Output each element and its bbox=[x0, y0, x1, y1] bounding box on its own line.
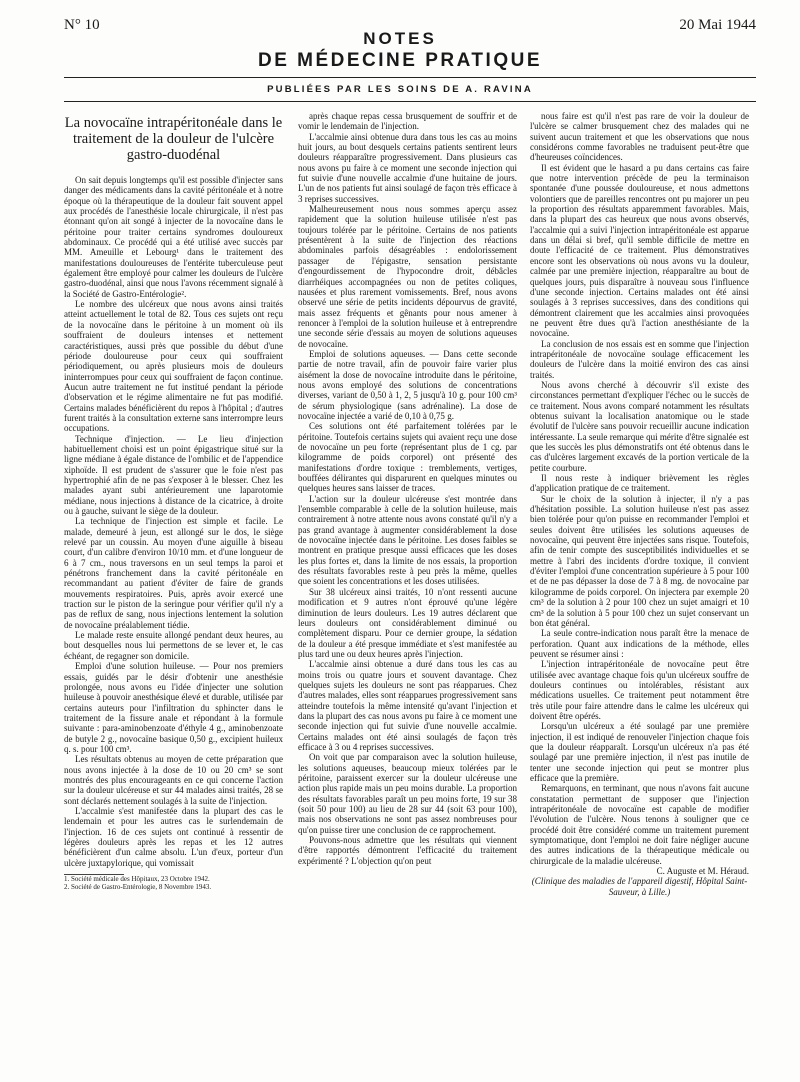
paragraph: L'accalmie ainsi obtenue dura dans tous les cas au moins huit jours, au bout desquels certains patients sentirent leurs douleurs réapparaître progressivement. Dans plusieurs cas nous avons pu faire à ce moment une seconde injection qui fut suivie d'une nouvelle accalmie d'une huitaine de jours. L'un de nos patients fut ainsi soulagé de façon très efficace à 3 reprises successives. bbox=[298, 131, 517, 204]
paragraph: Le malade reste ensuite allongé pendant deux heures, au bout desquelles nous lui permettons de se lever et, le cas échéant, de regagner son domicile. bbox=[64, 630, 283, 661]
paragraph: Remarquons, en terminant, que nous n'avons fait aucune constatation permettant de supposer que l'injection intrapéritonéale de novocaïne est capable de modifier l'évolution de l'ulcère. Nous tenons à souligner que ce procédé doit être considéré comme un traitement purement symptomatique, dont l'emploi ne doit faire négliger aucune des autres indications de la thérapeutique médicale ou chirurgicale de la maladie ulcéreuse. bbox=[530, 783, 749, 866]
paragraph: L'accalmie ainsi obtenue a duré dans tous les cas au moins trois ou quatre jours et souvent davantage. Chez quelques sujets les douleurs ne sont pas réapparues. Chez d'autres malades, elles sont réapparues progressivement sans atteindre toutefois la même intensité qu'avant l'injection et dans la plupart des cas nous avons pu faire à ce moment une seconde injection qui fut suivie d'une nouvelle accalmie. Certains malades ont été ainsi soulagés de façon très efficace à 3 ou 4 reprises successives. bbox=[298, 659, 517, 752]
paragraph: Emploi de solutions aqueuses. — Dans cette seconde partie de notre travail, afin de pouvoir faire varier plus aisément la dose de novocaïne introduite dans le péritoine, nous avons employé des solutions de concentrations diverses, variant de 0,50 à 1, 2, 5 jusqu'à 10 g. pour 100 cm³ de sérum physiologique (sans adrénaline). La dose de novocaïne injectée a varié de 0,10 à 0,75 g. bbox=[298, 348, 517, 421]
footnotes bbox=[64, 875, 283, 891]
paragraph: L'injection intrapéritonéale de novocaïne peut être utilisée avec avantage chaque fois qu'un ulcéreux souffre de douleurs continues ou intolérables, résistant aux médications usuelles. Ce traitement peut notamment être très utile pour faire attendre dans le calme les ulcéreux qui doivent être opérés. bbox=[530, 659, 749, 721]
paragraph: Pouvons-nous admettre que les résultats qui viennent d'être rapportés démontrent l'efficacité du traitement expérimenté ? L'objection qu'on peut bbox=[298, 835, 517, 866]
masthead-subtitle-line: DE MÉDECINE PRATIQUE bbox=[257, 50, 542, 71]
paragraph: La technique de l'injection est simple et facile. Le malade, demeuré à jeun, est allongé sur le dos, le siège relevé par un coussin. Au moyen d'une aiguille à biseau court, d'un calibre d'environ 10/10 mm. et d'une longueur de 6 à 7 cm., nous traversons en un seul temps la paroi et pénétrons franchement dans la cavité péritonéale en recommandant au patient d'éviter de faire de grands mouvements respiratoires. Puis, après avoir exercé une traction sur le piston de la seringue pour vérifier qu'il n'y a pas de reflux de sang, nous injections lentement la solution de novocaïne préalablement tiédie. bbox=[64, 516, 283, 630]
column-3 bbox=[530, 111, 749, 1051]
issue-date: 20 Mai 1944 bbox=[679, 17, 756, 33]
paragraph: Il nous reste à indiquer brièvement les règles d'application pratique de ce traitement. bbox=[530, 473, 749, 494]
paragraph: On sait depuis longtemps qu'il est possible d'injecter sans danger des médicaments dans la cavité péritonéale et à notre époque où la thérapeutique de la douleur fait souvent appel aux procédés de l'anesthésie locale chirurgicale, il n'est pas étonnant qu'on ait songé à injecter de la novocaïne dans le péritoine pour traiter certains syndromes douloureux abdominaux. Ce procédé qui a été utilisé avec succès par MM. Ameuille et Lebourg¹ dans le traitement des manifestations douloureuses de l'entérite tuberculeuse peut également être employé pour calmer les douleurs de l'ulcère gastro-duodénal, ainsi que nous l'avons récemment signalé à la Société de Gastro-Entérologie². bbox=[64, 175, 283, 299]
masthead-rule bbox=[64, 77, 756, 78]
signature: C. Auguste et M. Héraud. bbox=[656, 866, 749, 877]
column-1 bbox=[64, 111, 283, 1051]
paragraph: Emploi d'une solution huileuse. — Pour nos premiers essais, guidés par le désir d'obtenir une anesthésie prolongée, nous avons eu l'idée d'injecter une solution huileuse à pouvoir anesthésique élevé et durable, utilisée par certains auteurs pour l'infiltration du sphincter dans le traitement de la fissure anale et répondant à la formule suivante : para-aminobenzoate d'éthyle 4 g., aminobenzoate de butyle 2 g., novocaïne basique 0,50 g., excipient huileux q. s. pour 100 cm³. bbox=[64, 661, 283, 754]
column-1-text bbox=[64, 175, 283, 868]
paragraph: 1. Société médicale des Hôpitaux, 23 Octobre 1942. bbox=[64, 875, 210, 884]
paragraph: L'accalmie s'est manifestée dans la plupart des cas le lendemain et pour les autres cas le surlendemain de l'injection. 16 de ces sujets ont continué à ressentir de légères douleurs après les repas et les 12 autres bénéficièrent d'un calme absolu. L'un d'eux, porteur d'un ulcère juxtapylorique, qui vomissait bbox=[64, 805, 283, 868]
paragraph: Les résultats obtenus au moyen de cette préparation que nous avons injectée à la dose de 10 ou 20 cm³ se sont montrés des plus encourageants en ce qui concerne l'action sur la douleur ulcéreuse et sur 44 malades ainsi traités, 28 se sont déclarés nettement soulagés à la suite de l'injection. bbox=[64, 754, 283, 806]
paragraph: Technique d'injection. — Le lieu d'injection habituellement choisi est un point épigastrique situé sur la ligne médiane à égale distance de l'ombilic et de l'appendice xiphoïde. Il est prudent de s'assurer que le foie n'est pas hypertrophié afin de ne pas s'exposer à le blesser. Chez les malades ayant subi antérieurement une laparotomie médiane, nous injections à distance de la cicatrice, à droite ou à gauche, suivant le siège de la douleur. bbox=[64, 433, 283, 516]
masthead-title: NOTES bbox=[363, 29, 437, 48]
paragraph: Lorsqu'un ulcéreux a été soulagé par une première injection, il est indiqué de renouveler l'injection chaque fois que la douleur réapparaît. Lorsqu'un ulcéreux n'a pas été soulagé par une première injection, il n'est pas inutile de tenter une seconde injection qui peut se montrer plus efficace que la première. bbox=[530, 721, 749, 783]
paragraph: Il est évident que le hasard a pu dans certains cas faire que notre intervention précède de peu la terminaison spontanée d'une poussée douloureuse, et nous admettons volontiers que de pareilles rencontres ont pu majorer un peu la proportion des résultats apparemment favorables. Mais, dans la plupart des cas heureux que nous avons observés, l'accalmie qui a suivi l'injection intrapéritonéale est apparue dans un délai si bref, qu'il semble difficile de mettre en doute l'efficacité de ce traitement. Plus démonstratives encore sont les observations où nous avons vu la douleur, calmée par une première injection, réapparaître au bout de quelques jours, puis disparaître à nouveau sous l'influence d'une seconde injection. Certains malades ont été ainsi soulagés à 3 reprises successives, dans des conditions qui démontrent clairement que les accalmies ainsi provoquées ne peuvent être dues qu'à l'action anesthésiante de la novocaïne. bbox=[530, 162, 749, 339]
paragraph: Ces solutions ont été parfaitement tolérées par le péritoine. Toutefois certains sujets qui avaient reçu une dose de novocaïne un peu forte (représentant plus de 1 cg. par kilogramme de poids corporel) ont présenté des manifestations d'ordre toxique : tremblements, vertiges, bouffées délirantes qui disparurent en quelques minutes ou quelques heures sans laisser de traces. bbox=[298, 421, 517, 494]
paragraph: L'action sur la douleur ulcéreuse s'est montrée dans l'ensemble comparable à celle de la solution huileuse, mais contrairement à notre attente nous avons constaté qu'il n'y a pas grand avantage à augmenter considérablement la dose de novocaïne injectée dans le péritoine. Les doses faibles se montrent en pratique presque aussi efficaces que les doses les plus fortes et, dans la limite de nos essais, la proportion des résultats favorables reste à peu près la même, quelles que soient les concentrations et les doses utilisées. bbox=[298, 493, 517, 587]
paragraph: Malheureusement nous nous sommes aperçu assez rapidement que la solution huileuse utilisée n'est pas toujours tolérée par le péritoine. Certains de nos patients présentèrent à la suite de l'injection des réactions abdominales parfois désagréables : endolorissement passager de l'épigastre, sensation persistante d'engourdissement de l'hypocondre droit, débâcles diarrhéiques accompagnées ou non de petites coliques, nausées et plus rarement vomissements. Bref, nous avons observé une série de petits incidents dépourvus de gravité, mais assez fréquents et gênants pour nous amener à renoncer à l'emploi de la solution huileuse et à entreprendre une seconde série d'essais au moyen de solutions aqueuses de novocaïne. bbox=[298, 204, 517, 349]
paragraph: La conclusion de nos essais est en somme que l'injection intrapéritonéale de novocaïne soulage efficacement les douleurs de l'ulcère dans la moitié environ des cas ainsi traités. bbox=[530, 338, 749, 380]
header-rule bbox=[64, 101, 756, 102]
paragraph: Sur 38 ulcéreux ainsi traités, 10 n'ont ressenti aucune modification et 9 autres n'ont éprouvé qu'une légère diminution de leurs douleurs. Les 19 autres déclarent que leurs douleurs ont considérablement diminué ou complètement disparu. Pour ce dernier groupe, la sédation de la douleur a été presque immédiate et s'est manifestée au plus tard une ou deux heures après l'injection. bbox=[298, 586, 517, 659]
paragraph: La seule contre-indication nous paraît être la menace de perforation. Quant aux indications de la méthode, elles peuvent se résumer ainsi : bbox=[530, 628, 749, 659]
paragraph: après chaque repas cessa brusquement de souffrir et de vomir le lendemain de l'injection. bbox=[298, 111, 517, 132]
column-2-text bbox=[298, 111, 517, 866]
paragraph: nous faire est qu'il n'est pas rare de voir la douleur de l'ulcère se calmer brusquement chez des malades qui ne suivent aucun traitement et que les observations que nous considérons comme favorables ne traduisent peut-être que d'heureuses coïncidences. bbox=[530, 111, 749, 163]
paragraph: On voit que par comparaison avec la solution huileuse, les solutions aqueuses, beaucoup mieux tolérées par le péritoine, paraissent exercer sur la douleur ulcéreuse une action plus rapide mais un peu moins durable. La proportion des résultats favorables paraît un peu moins forte, 19 sur 38 (soit 50 pour 100) au lieu de 28 sur 44 (soit 63 pour 100), mais nos observations ne sont pas assez nombreuses pour qu'on puisse tirer une conclusion de ce rapprochement. bbox=[298, 752, 517, 835]
paragraph: Le nombre des ulcéreux que nous avons ainsi traités atteint actuellement le total de 82. Tous ces sujets ont reçu de la novocaïne dans le péritoine à un moment où ils souffraient de douleurs intenses et nettement caractéristiques, aussi près que possible du début d'une période douloureuse pour ceux qui souffraient périodiquement, ou après plusieurs mois de douleurs ininterrompues pour ceux qui souffraient de façon continue. Aucun autre traitement ne fut institué pendant la période d'observation et le régime alimentaire ne fut pas modifié. Certains malades bénéficièrent du repos à l'hôpital ; d'autres furent traités à la consultation externe sans interrompre leurs occupations. bbox=[64, 299, 283, 434]
column-3-text bbox=[530, 111, 749, 866]
editor-line: PUBLIÉES PAR LES SOINS DE A. RAVINA bbox=[267, 84, 533, 95]
paragraph: 2. Société de Gastro-Entérologie, 8 Novembre 1943. bbox=[64, 883, 212, 892]
article-title: La novocaïne intrapéritonéale dans le traitement de la douleur de l'ulcère gastro-duodénal bbox=[64, 115, 283, 163]
paragraph: Sur le choix de la solution à injecter, il n'y a pas d'hésitation possible. La solution huileuse n'est pas assez bien tolérée pour qu'on puisse en recommander l'emploi et seules doivent être utilisées les solutions aqueuses de novocaïne, qui peuvent être injectées sans risque. Toutefois, afin de tenir compte des susceptibilités individuelles et se mettre à l'abri des incidents d'ordre toxique, il convient d'éviter l'emploi d'une concentration supérieure à 5 pour 100 et de ne pas dépasser la dose de 7 à 8 mg. de novocaïne par kilogramme de poids corporel. On injectera par exemple 20 cm³ de la solution à 2 pour 100 chez un sujet amaigri et 10 cm³ de la solution à 5 pour 100 chez un sujet conservant un bon état général. bbox=[530, 493, 749, 628]
issue-number: N° 10 bbox=[64, 17, 100, 33]
paragraph: Nous avons cherché à découvrir s'il existe des circonstances permettant d'expliquer l'échec ou le succès de ce traitement. Nous avons comparé notamment les résultats obtenus suivant la localisation anatomique ou le stade évolutif de l'ulcère sans pouvoir recueillir aucune indication intéressante. La seule remarque qui mérite d'être signalée est que les succès les plus démonstratifs ont été obtenus dans le cas d'ulcères largement excavés de la portion verticale de la petite courbure. bbox=[530, 379, 749, 473]
affiliation: (Clinique des maladies de l'appareil digestif, Hôpital Saint-Sauveur, à Lille.) bbox=[531, 876, 748, 897]
column-2 bbox=[298, 111, 517, 1051]
